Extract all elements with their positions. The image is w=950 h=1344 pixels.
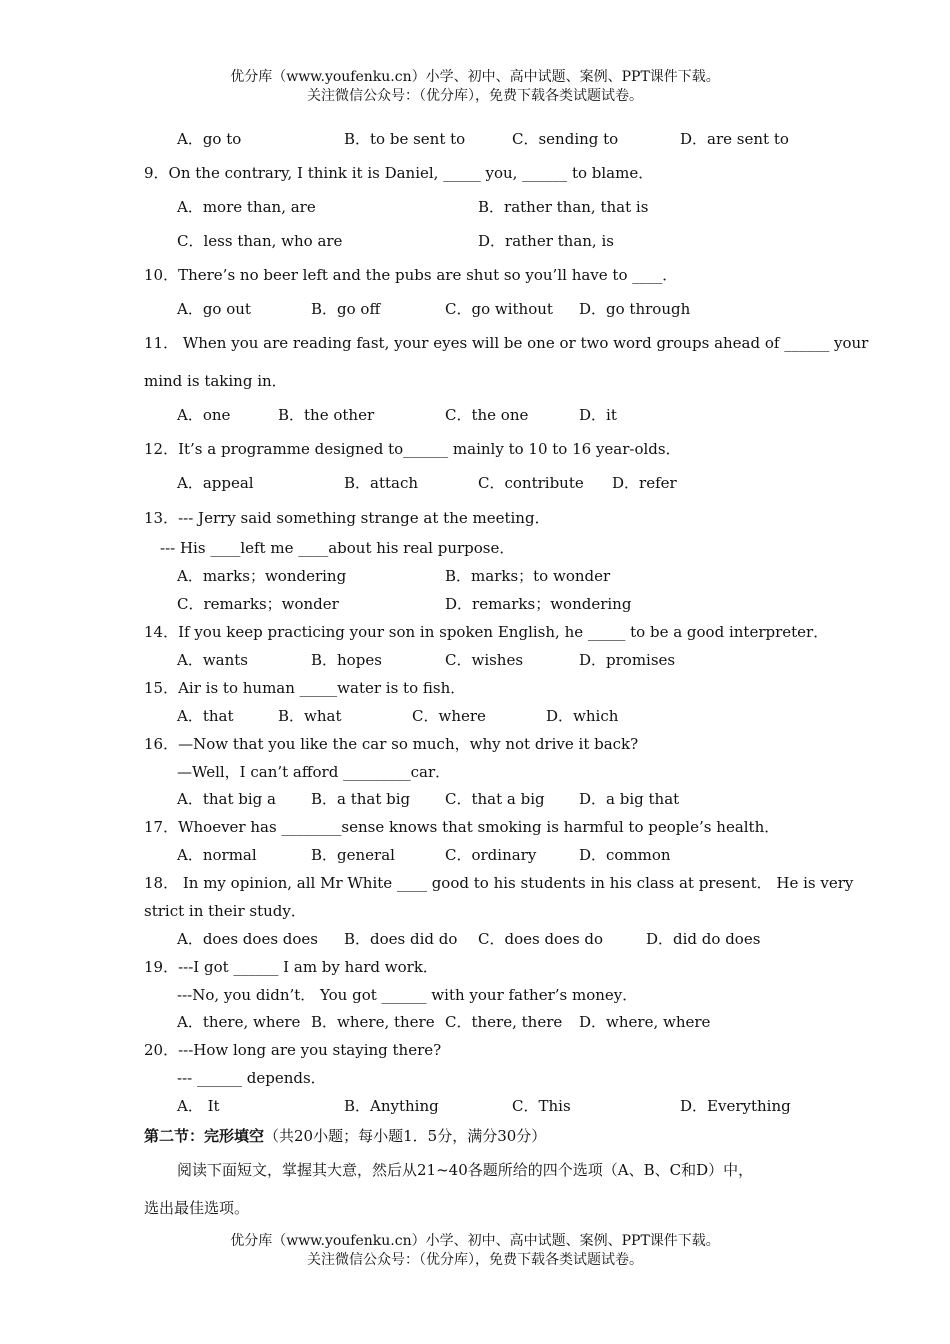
q10-option-c: C．go without	[445, 300, 553, 318]
q17-option-c: C．ordinary	[445, 846, 537, 864]
q19-option-b: B．where, there	[311, 1013, 435, 1031]
q19-option-a: A．there, where	[177, 1013, 301, 1031]
q20-option-d: D．Everything	[680, 1097, 791, 1115]
q9-option-c: C．less than, who are	[177, 232, 343, 250]
q15-option-d: D．which	[546, 707, 619, 725]
q10-option-d: D．go through	[579, 300, 691, 318]
section-2-note: （共20小题；每小题1．5分，满分30分）	[264, 1127, 547, 1145]
q11-option-b: B．the other	[278, 406, 375, 424]
q18-option-a: A．does does does	[177, 930, 318, 948]
q10-option-a: A．go out	[177, 300, 251, 318]
q18-option-d: D．did do does	[646, 930, 761, 948]
q20-option-c: C．This	[512, 1097, 571, 1115]
q13-option-a: A．marks；wondering	[177, 567, 347, 585]
q12-option-a: A．appeal	[177, 474, 254, 492]
q11-option-d: D．it	[579, 406, 617, 424]
q9-option-a: A．more than, are	[177, 198, 316, 216]
q11-option-a: A．one	[177, 406, 231, 424]
q13-stem-line-1: 13．--- Jerry said something strange at the meeting．	[144, 509, 550, 527]
q16-option-d: D．a big that	[579, 790, 680, 808]
footer-line-2: 关注微信公众号：（优分库），免费下载各类试题试卷。	[307, 1252, 643, 1268]
header-line-1: 优分库（www.youfenku.cn）小学、初中、高中试题、案例、PPT课件下载。	[230, 69, 720, 85]
q16-stem-line-1: 16．—Now that you like the car so much，why not drive it back?	[144, 735, 639, 753]
q19-stem-line-1: 19．---I got ______ I am by hard work．	[144, 958, 438, 976]
q9-stem: 9．On the contrary, I think it is Daniel, _____ you, ______ to blame．	[144, 164, 654, 182]
q16-option-c: C．that a big	[445, 790, 545, 808]
q18-stem-line-1: 18． In my opinion, all Mr White ____ good to his students in his class at present． He is very	[144, 874, 854, 892]
q15-option-c: C．where	[412, 707, 486, 725]
q8-option-a: A．go to	[177, 130, 242, 148]
section-2-instructions-line-1: 阅读下面短文，掌握其大意，然后从21~40各题所给的四个选项（A、B、C和D）中，	[177, 1161, 754, 1179]
q13-option-b: B．marks；to wonder	[445, 567, 611, 585]
q11-option-c: C．the one	[445, 406, 529, 424]
q16-option-b: B．a that big	[311, 790, 411, 808]
q20-option-a: A． It	[177, 1097, 220, 1115]
q14-option-a: A．wants	[177, 651, 249, 669]
q20-stem-line-2: --- ______ depends．	[177, 1069, 326, 1087]
q10-stem: 10．There’s no beer left and the pubs are shut so you’ll have to ____．	[144, 266, 678, 284]
q15-option-b: B．what	[278, 707, 342, 725]
section-2-instructions-line-2: 选出最佳选项。	[144, 1199, 250, 1217]
q12-option-d: D．refer	[612, 474, 677, 492]
q15-option-a: A．that	[177, 707, 234, 725]
q18-option-b: B．does did do	[344, 930, 458, 948]
q8-option-b: B．to be sent to	[344, 130, 466, 148]
q8-option-d: D．are sent to	[680, 130, 789, 148]
q9-option-d: D．rather than, is	[478, 232, 614, 250]
q20-option-b: B．Anything	[344, 1097, 439, 1115]
q12-option-b: B．attach	[344, 474, 419, 492]
q9-option-b: B．rather than, that is	[478, 198, 649, 216]
section-2-heading	[144, 1125, 546, 1146]
q19-option-d: D．where, where	[579, 1013, 711, 1031]
q13-stem-line-2: --- His ____left me ____about his real purpose．	[160, 539, 515, 557]
q14-stem: 14．If you keep practicing your son in spoken English, he _____ to be a good interpreter．	[144, 623, 829, 641]
q12-option-c: C．contribute	[478, 474, 584, 492]
q19-stem-line-2: ---No, you didn’t． You got ______ with your father’s money．	[177, 986, 638, 1004]
q13-option-c: C．remarks；wonder	[177, 595, 339, 613]
q11-stem-line-2: mind is taking in．	[144, 372, 287, 390]
q10-option-b: B．go off	[311, 300, 381, 318]
q11-stem-line-1: 11． When you are reading fast, your eyes will be one or two word groups ahead of ______ your	[144, 334, 869, 352]
q8-option-c: C．sending to	[512, 130, 619, 148]
q18-stem-line-2: strict in their study．	[144, 902, 306, 920]
q18-option-c: C．does does do	[478, 930, 604, 948]
q17-option-d: D．common	[579, 846, 671, 864]
q16-option-a: A．that big a	[177, 790, 276, 808]
q14-option-c: C．wishes	[445, 651, 524, 669]
section-2-title: 第二节：完形填空	[144, 1127, 265, 1145]
q16-stem-line-2: —Well，I can’t afford _________car．	[177, 763, 451, 781]
q20-stem-line-1: 20．---How long are you staying there?	[144, 1041, 442, 1059]
q19-option-c: C．there, there	[445, 1013, 563, 1031]
footer-line-1: 优分库（www.youfenku.cn）小学、初中、高中试题、案例、PPT课件下载。	[230, 1233, 720, 1249]
q13-option-d: D．remarks；wondering	[445, 595, 632, 613]
q17-option-a: A．normal	[177, 846, 257, 864]
header-line-2: 关注微信公众号：（优分库），免费下载各类试题试卷。	[307, 88, 643, 104]
q17-stem: 17．Whoever has ________sense knows that smoking is harmful to people’s health．	[144, 818, 780, 836]
q12-stem: 12．It’s a programme designed to______ mainly to 10 to 16 year-olds．	[144, 440, 681, 458]
q17-option-b: B．general	[311, 846, 395, 864]
q15-stem: 15．Air is to human _____water is to fish．	[144, 679, 466, 697]
q14-option-b: B．hopes	[311, 651, 382, 669]
q14-option-d: D．promises	[579, 651, 676, 669]
